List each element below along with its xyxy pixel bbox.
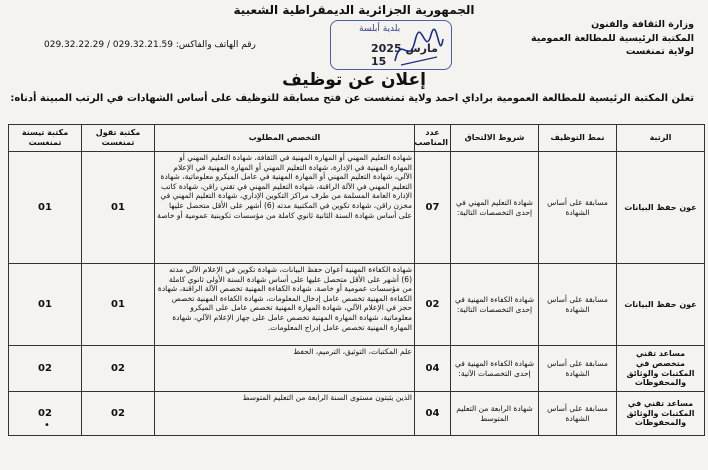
cell-spec: الذين يثبتون مستوى السنة الرابعة من التعليم المتوسط bbox=[155, 392, 415, 436]
library-name: المكتبة الرئيسية للمطالعة العمومية bbox=[531, 32, 694, 44]
cell-condition: شهادة الكفاءة المهنية في إحدى التخصصات التالية: bbox=[451, 264, 539, 346]
positions-table bbox=[8, 124, 705, 436]
col-condition: شروط الالتحاق bbox=[451, 125, 539, 152]
cell-condition: شهادة الكفاءة المهنية في إحدى التخصصات الآتية: bbox=[451, 346, 539, 392]
cell-grade: عون حفظ البيانات bbox=[617, 152, 705, 264]
cell-lib2: 02 bbox=[9, 392, 82, 436]
cell-lib1: 02 bbox=[82, 346, 155, 392]
col-count: عدد المناصب bbox=[415, 125, 451, 152]
page-title: إعلان عن توظيف bbox=[282, 70, 426, 90]
cell-spec: علم المكتبات، التوثيق، الترميم، الحفظ bbox=[155, 346, 415, 392]
institution-header bbox=[531, 18, 694, 59]
cell-mode: مسابقة على أساس الشهادة bbox=[539, 346, 617, 392]
stamp-title: بلدية أبلسة bbox=[359, 24, 401, 34]
table-row bbox=[9, 346, 705, 392]
cell-condition: شهادة الرابعة من التعليم المتوسط bbox=[451, 392, 539, 436]
cell-spec: شهادة الكفاءة المهنية أعوان حفظ البيانات، شهادة تكوين في الإعلام الآلي مدته (6) أشهر على الأقل متحصل عليها على أساس شهادة السنة الأولى ثانوي كاملة من مؤسسات عمومية أو خاصة، شهادة الكفاءة المهنية تخصص الآلة الراقنة، شهادة الكفاءة المهنية تخصص عامل إدخال المعلومات، شهادة الكفاءة المهنية تخصص حجز في الإعلام الآلي، شهادة المهارة المهنية تخصص عامل على الميكرو معلوماتية، شهادة المهارة المهنية تخصص عامل على جهاز الإعلام الآلي، شهادة المهارة المهنية تخصص عامل إدراج المعلومات. bbox=[155, 264, 415, 346]
cell-mode: مسابقة على أساس الشهادة bbox=[539, 392, 617, 436]
table-row bbox=[9, 264, 705, 346]
cell-mode: مسابقة على أساس الشهادة bbox=[539, 264, 617, 346]
cell-lib2: 01 bbox=[9, 264, 82, 346]
cell-count: 04 bbox=[415, 346, 451, 392]
col-spec: التخصص المطلوب bbox=[155, 125, 415, 152]
cell-lib2: 01 bbox=[9, 152, 82, 264]
col-grade: الرتبة bbox=[617, 125, 705, 152]
signature-icon bbox=[391, 27, 447, 71]
official-stamp bbox=[330, 20, 452, 70]
table-row bbox=[9, 152, 705, 264]
intro-text: تعلن المكتبة الرئيسية للمطالعة العمومية براداي احمد ولاية تمنغست عن فتح مسابقة للتوظيف على أساس الشهادات في الرتب المبينة أدناه: bbox=[10, 93, 694, 104]
col-lib1: مكتبة تقول تمنغست bbox=[82, 125, 155, 152]
table-header-row bbox=[9, 125, 705, 152]
cell-grade: مساعد تقني متخصص في المكتبات والوثائق والمحفوظات bbox=[617, 346, 705, 392]
republic-title: الجمهورية الجزائرية الديمقراطية الشعبية bbox=[233, 3, 475, 17]
ministry-name: وزارة الثقافة والفنون bbox=[591, 19, 694, 30]
cell-condition: شهادة التعليم المهني في إحدى التخصصات التالية: bbox=[451, 152, 539, 264]
col-lib2: مكتبة تيسنة تمنغست bbox=[9, 125, 82, 152]
stamp-date: 2025 مارس 15 bbox=[371, 42, 438, 68]
cell-count: 07 bbox=[415, 152, 451, 264]
cell-lib1: 01 bbox=[82, 264, 155, 346]
wilaya-name: لولاية تمنغست bbox=[625, 46, 694, 57]
phone-fax: رقم الهاتف والفاكس: 029.32.21.59 / 029.32.22.29 bbox=[44, 40, 256, 50]
cell-spec: شهادة التعليم المهني أو المهارة المهنية في الثقافة، شهادة التعليم المهني أو المهارة المهنية في الإدارة، شهادة التعليم المهني أو المهارة المهنية في الإعلام الآلي، شهادة التعليم المهني أو المهارة المهنية في عامل الميكرو معلوماتية، شهادة التعليم المهني في الآلة الراقنة، شهادة التعليم المهني في تقني راقن، شهادة كاتب الإدارة العامة المسلمة من طرف مراكز التكوين الإداري، شهادة التعليم المهني في مخزن راقن، شهادة تكوين في المكتبية مدته (6) أشهر على الأقل متحصل عليها على أساس شهادة السنة الثانية ثانوي كاملة من مؤسسات تكوينية عمومية أو خاصة bbox=[155, 152, 415, 264]
cell-lib1: 02 bbox=[82, 392, 155, 436]
cell-lib1: 01 bbox=[82, 152, 155, 264]
page-mark-dot: • bbox=[44, 420, 50, 431]
col-mode: نمط التوظيف bbox=[539, 125, 617, 152]
cell-count: 04 bbox=[415, 392, 451, 436]
table-row bbox=[9, 392, 705, 436]
cell-count: 02 bbox=[415, 264, 451, 346]
cell-grade: عون حفظ البيانات bbox=[617, 264, 705, 346]
cell-mode: مسابقة على أساس الشهادة bbox=[539, 152, 617, 264]
cell-lib2: 02 bbox=[9, 346, 82, 392]
cell-grade: مساعد تقني في المكتبات والوثائق والمحفوظات bbox=[617, 392, 705, 436]
